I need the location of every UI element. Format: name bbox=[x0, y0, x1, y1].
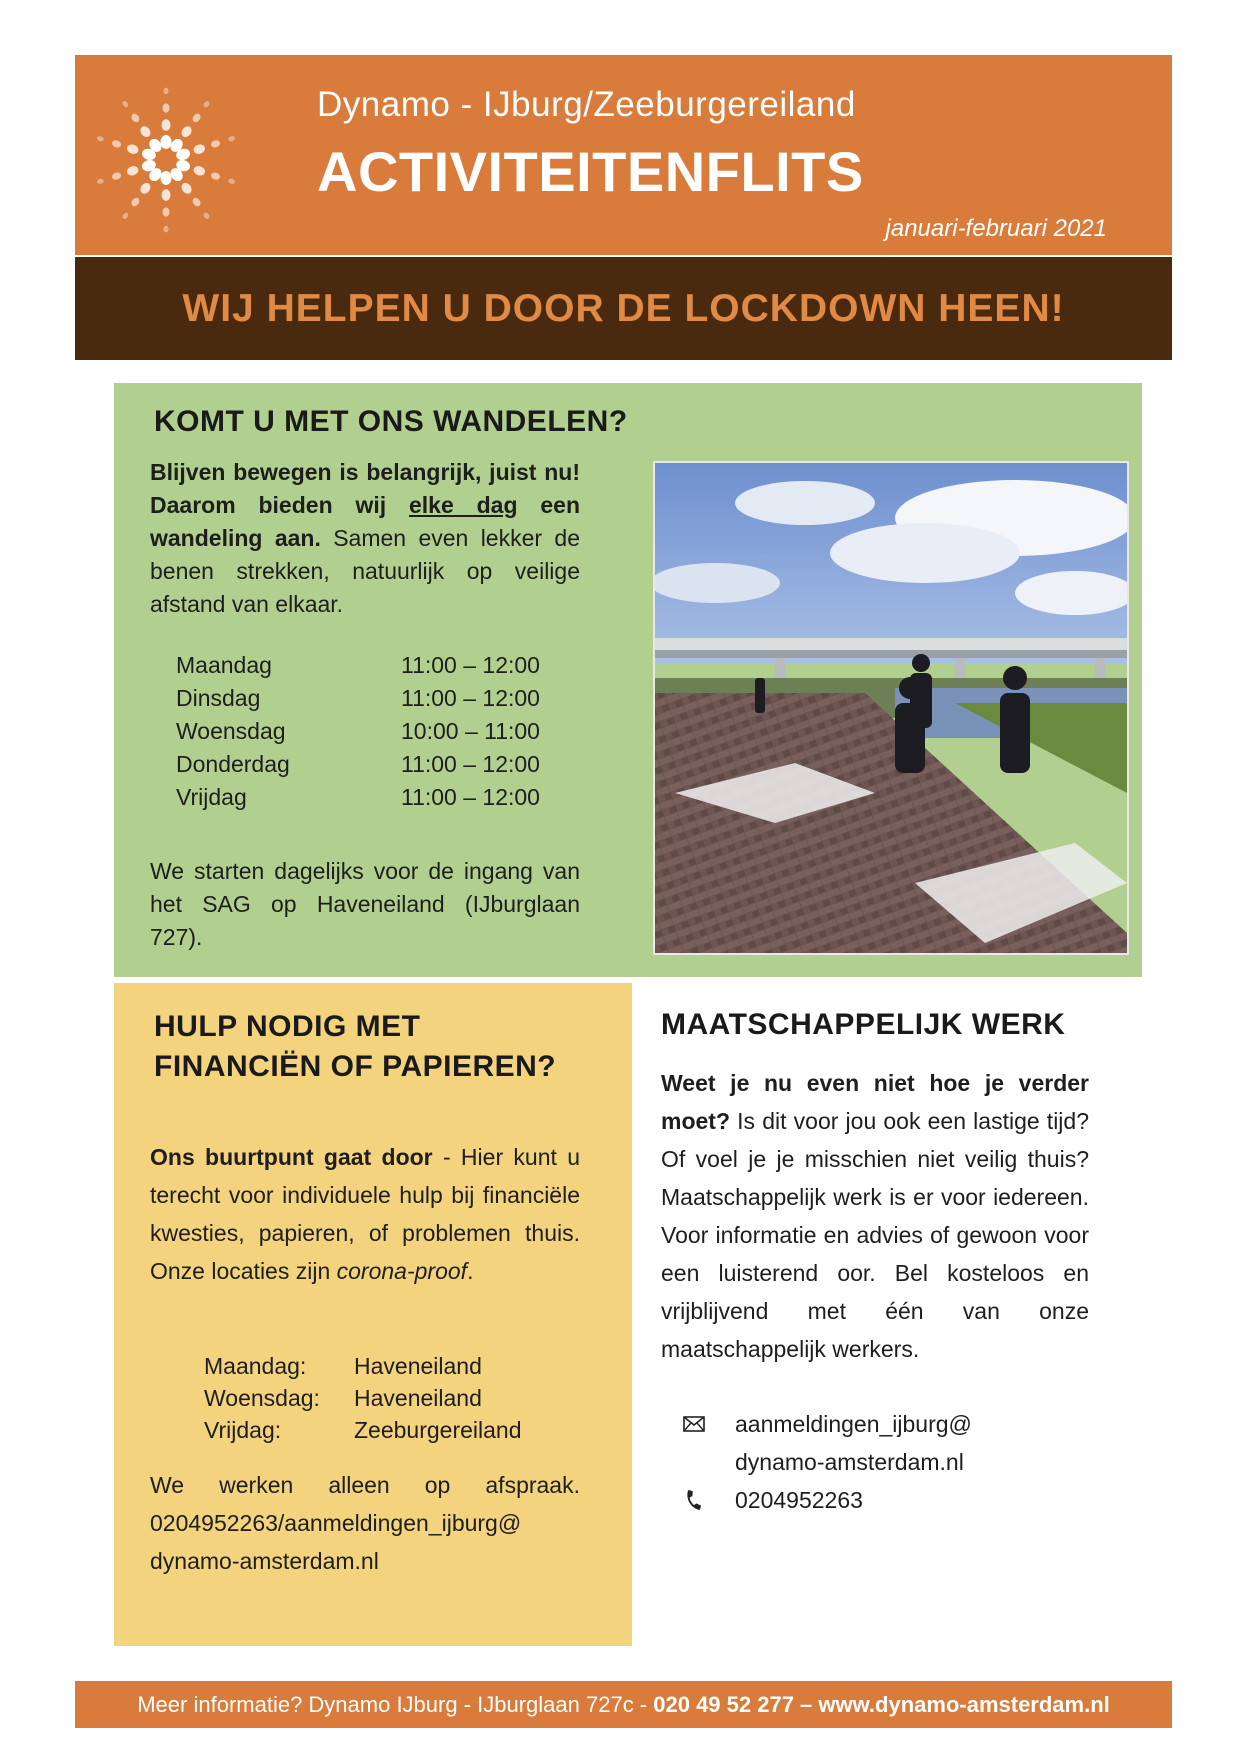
envelope-icon bbox=[683, 1405, 735, 1443]
logo-dot bbox=[138, 124, 152, 139]
phone-icon bbox=[683, 1481, 735, 1519]
walking-schedule bbox=[176, 649, 556, 814]
walking-meeting-point: We starten dagelijks voor de ingang van het SAG op Haveneiland (IJburglaan 727). bbox=[150, 858, 580, 950]
location-row: Maandag: Haveneiland bbox=[204, 1353, 482, 1379]
logo-dot bbox=[111, 171, 122, 181]
logo-dot bbox=[161, 135, 172, 149]
social-work-contact bbox=[683, 1405, 972, 1519]
logo-dot bbox=[130, 196, 141, 208]
footer-bar bbox=[75, 1681, 1172, 1728]
finance-intro: Ons buurtpunt gaat door - Hier kunt u terecht voor individuele hulp bij financiële kwesties, papieren, of problemen thuis. Onze locaties zijn corona-proof. bbox=[150, 1144, 581, 1284]
schedule-row: Woensdag 10:00 – 11:00 bbox=[176, 718, 540, 744]
logo-dot bbox=[210, 171, 221, 181]
banner bbox=[75, 257, 1172, 360]
logo-dot bbox=[203, 100, 211, 108]
logo-dot bbox=[162, 119, 171, 131]
logo-dot bbox=[164, 88, 169, 95]
logo-dot bbox=[191, 112, 202, 124]
walking-photo bbox=[653, 461, 1129, 955]
schedule-row: Maandag 11:00 – 12:00 bbox=[176, 652, 540, 678]
finance-appointment: We werken alleen op afspraak. 0204952263/aanmeldingen_ijburg@ dynamo-amsterdam.nl bbox=[150, 1472, 580, 1574]
location-row: Woensdag: Haveneiland bbox=[204, 1385, 482, 1411]
logo-dot bbox=[121, 100, 129, 108]
logo-dot bbox=[121, 212, 129, 220]
period-label: januari-februari 2021 bbox=[885, 215, 1107, 242]
logo-dot bbox=[126, 143, 140, 155]
logo-dot bbox=[163, 207, 170, 216]
logo-dot bbox=[163, 103, 170, 112]
schedule-row: Vrijdag 11:00 – 12:00 bbox=[176, 784, 540, 810]
schedule-row: Dinsdag 11:00 – 12:00 bbox=[176, 685, 540, 711]
banner-headline: WIJ HELPEN U DOOR DE LOCKDOWN HEEN! bbox=[182, 287, 1065, 330]
logo-dot bbox=[130, 112, 141, 124]
logo-dot bbox=[96, 178, 104, 185]
logo-dot bbox=[162, 189, 171, 201]
logo-dot bbox=[180, 181, 194, 196]
logo-dot bbox=[203, 212, 211, 220]
location-row: Vrijdag: Zeeburgereiland bbox=[204, 1417, 522, 1443]
phone-number[interactable]: 0204952263 bbox=[735, 1487, 863, 1513]
logo-dot bbox=[161, 171, 172, 185]
logo-dot bbox=[210, 139, 221, 149]
phone-contact[interactable] bbox=[683, 1481, 972, 1519]
dynamo-sun-logo-icon bbox=[88, 72, 248, 242]
walking-heading: KOMT U MET ONS WANDELEN? bbox=[154, 405, 628, 438]
schedule-row: Donderdag 11:00 – 12:00 bbox=[176, 751, 540, 777]
logo-dot bbox=[138, 181, 152, 196]
logo-dot bbox=[192, 143, 206, 155]
finance-section bbox=[114, 983, 632, 1646]
email-contact[interactable] bbox=[683, 1405, 972, 1481]
logo-dot bbox=[228, 178, 236, 185]
social-work-heading: MAATSCHAPPELIJK WERK bbox=[661, 1008, 1066, 1041]
logo-dot bbox=[126, 165, 140, 177]
social-work-body: Weet je nu even niet hoe je verder moet? Is dit voor jou ook een lastige tijd? Of voel je je misschien niet veilig thuis? Maatschappelijk werk is er voor iedereen. Voor informatie en advies of gewoon voor een luisterend oor. Bel kosteloos en vrijblijvend met één van onze maatschappelijk werkers. bbox=[661, 1070, 1089, 1362]
walking-intro: Blijven bewegen is belangrijk, juist nu! Daarom bieden wij elke dag een wandeling aan. Samen even lekker de benen strekken, natuurlijk op veilige afstand van elkaar. bbox=[150, 459, 581, 617]
footer-text: Meer informatie? Dynamo IJburg - IJburglaan 727c - 020 49 52 277 – www.dynamo-amsterdam.nl bbox=[137, 1692, 1110, 1717]
logo-dot bbox=[192, 165, 206, 177]
page-title: ACTIVITEITENFLITS bbox=[317, 140, 864, 203]
email-address[interactable]: aanmeldingen_ijburg@ dynamo-amsterdam.nl bbox=[735, 1411, 972, 1475]
logo-dot bbox=[180, 124, 194, 139]
walking-section bbox=[114, 383, 1142, 977]
logo-dot bbox=[191, 196, 202, 208]
logo-dot bbox=[96, 135, 104, 142]
logo-dot bbox=[111, 139, 122, 149]
logo-dot bbox=[164, 226, 169, 233]
finance-locations bbox=[204, 1350, 522, 1446]
finance-heading: HULP NODIG MET FINANCIËN OF PAPIEREN? bbox=[154, 1010, 557, 1083]
logo-dot bbox=[228, 135, 236, 142]
organization-name: Dynamo - IJburg/Zeeburgereiland bbox=[317, 85, 856, 124]
